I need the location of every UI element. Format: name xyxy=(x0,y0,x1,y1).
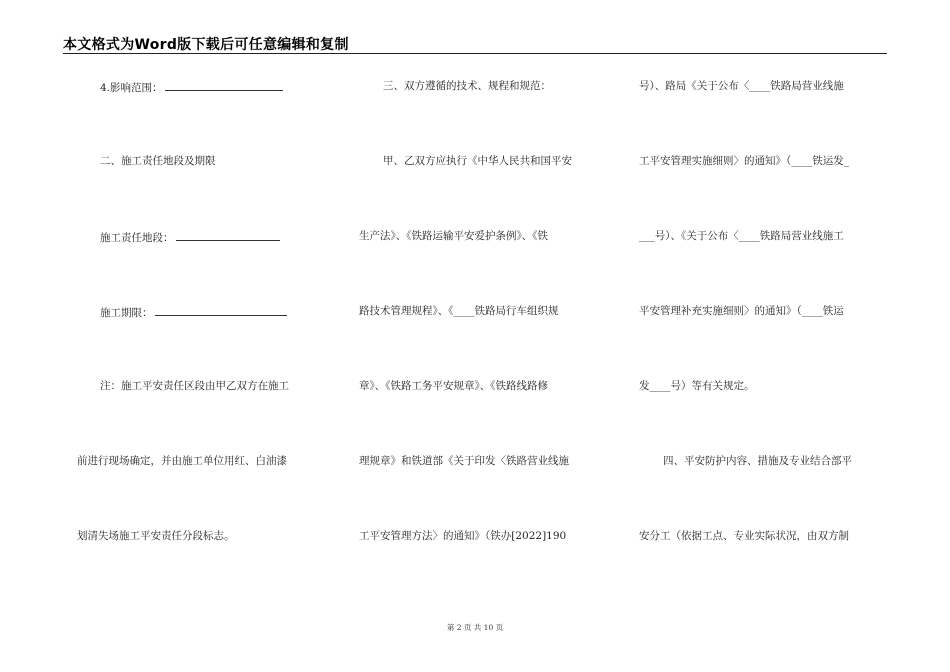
middle-line-6: 理规章》和铁道部《关于印发〈铁路营业线施 xyxy=(359,455,569,467)
right-line-5: 发____号）等有关规定。 xyxy=(639,380,755,392)
middle-line-1: 三、双方遵循的技术、规程和规范： xyxy=(383,80,551,92)
left-line-7: 划清失场施工平安责任分段标志。 xyxy=(77,530,235,542)
right-line-1: 号）、路局《关于公布〈____铁路局营业线施 xyxy=(639,80,844,92)
left-line-2: 二、施工责任地段及期限 xyxy=(100,155,216,167)
middle-line-5: 章》、《铁路工务平安规章》、《铁路线路修 xyxy=(359,380,548,392)
impact-range-blank xyxy=(165,79,283,91)
middle-line-7: 工平安管理方法〉的通知》（铁办[2022]190 xyxy=(359,530,567,542)
section-blank xyxy=(176,229,280,241)
right-line-7: 安分工（依据工点、专业实际状况，由双方制 xyxy=(639,530,849,542)
right-line-4: 平安管理补充实施细则〉的通知》（____铁运 xyxy=(639,305,844,317)
left-line-3 xyxy=(100,229,280,245)
period-label: 施工期限： xyxy=(100,307,153,319)
left-line-1 xyxy=(100,79,283,95)
right-line-3: ___号）、《关于公布〈____铁路局营业线施工 xyxy=(639,230,844,242)
middle-line-4: 路技术管理规程》、《____铁路局行车组织规 xyxy=(359,305,559,317)
page-number: 第 2 页 共 10 页 xyxy=(446,623,504,632)
impact-range-label: 4.影响范围： xyxy=(100,82,163,94)
left-line-6: 前进行现场确定，并由施工单位用红、白油漆 xyxy=(77,455,287,467)
page-header xyxy=(63,33,887,54)
middle-line-3: 生产法》、《铁路运输平安爱护条例》、《铁 xyxy=(359,230,548,242)
right-line-2: 工平安管理实施细则〉的通知》（____铁运发_ xyxy=(639,155,849,167)
middle-line-2: 甲、乙双方应执行《中华人民共和国平安 xyxy=(383,155,572,167)
left-line-4 xyxy=(100,304,287,320)
left-line-5: 注：施工平安责任区段由甲乙双方在施工 xyxy=(100,380,289,392)
section-label: 施工责任地段： xyxy=(100,232,174,244)
period-blank xyxy=(155,304,287,316)
header-title: 本文格式为Word版下载后可任意编辑和复制 xyxy=(63,37,349,53)
right-line-6: 四、平安防护内容、措施及专业结合部平 xyxy=(663,455,852,467)
